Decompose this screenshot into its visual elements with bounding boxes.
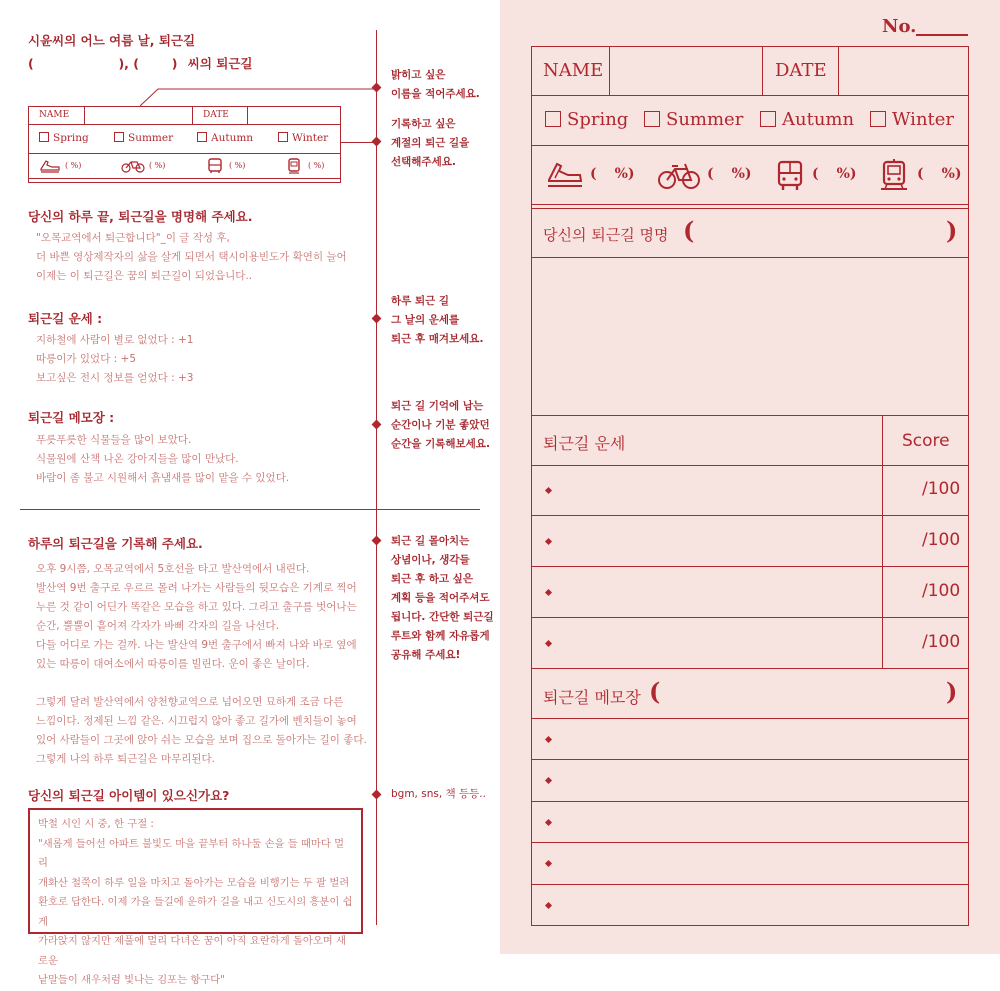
form-border-left bbox=[531, 46, 532, 926]
rule bbox=[531, 515, 969, 516]
walk-percent[interactable]: ( %) bbox=[590, 166, 635, 182]
score-value-4[interactable]: /100 bbox=[922, 632, 961, 652]
mini-bike-percent: ( %) bbox=[149, 161, 166, 170]
mini-name-label: NAME bbox=[29, 107, 85, 124]
bike-percent[interactable]: ( %) bbox=[707, 166, 752, 182]
fortune-entry-1[interactable] bbox=[560, 470, 878, 510]
season-winter-checkbox[interactable]: Winter bbox=[870, 109, 954, 130]
bus-icon bbox=[776, 160, 804, 192]
number-label: No. bbox=[882, 16, 917, 37]
header-subtitle bbox=[28, 54, 253, 72]
section-naming-body: "오목교역에서 퇴근합니다"_이 글 작성 후, 더 바쁜 영상제작자의 삶을 살게 되면서 택시이용빈도가 확연히 늘어 이제는 이 퇴근길은 꿈의 퇴근길이 되었읍니다.. bbox=[36, 232, 347, 282]
memo-label: 퇴근길 메모장 bbox=[543, 688, 641, 707]
bus-icon bbox=[207, 158, 223, 174]
walking-shoes-icon bbox=[39, 159, 61, 173]
note-season: 기록하고 싶은 계절의 퇴근 길을 선택해주세요. bbox=[391, 118, 470, 168]
name-label: NAME bbox=[543, 60, 604, 81]
note-marker bbox=[372, 536, 382, 546]
walking-shoes-icon bbox=[546, 160, 584, 190]
rule bbox=[531, 801, 969, 802]
bicycle-icon bbox=[121, 159, 145, 173]
bicycle-icon bbox=[658, 162, 700, 190]
memo-line-3[interactable] bbox=[560, 805, 964, 839]
bus-percent[interactable]: ( %) bbox=[812, 166, 857, 182]
mini-season-winter: Winter bbox=[278, 132, 328, 144]
mini-season-summer: Summer bbox=[114, 132, 173, 144]
score-column-divider bbox=[882, 415, 883, 668]
form-border-right bbox=[968, 46, 969, 926]
mini-name-field bbox=[85, 107, 193, 124]
mini-season-autumn: Autumn bbox=[197, 132, 253, 144]
paren-open: ( bbox=[28, 56, 34, 71]
rule bbox=[531, 95, 969, 96]
mini-train-percent: ( %) bbox=[308, 161, 325, 170]
mini-form-preview bbox=[28, 106, 341, 183]
note-marker bbox=[372, 137, 382, 147]
rule bbox=[531, 208, 969, 209]
fortune-entry-3[interactable] bbox=[560, 572, 878, 612]
fortune-entry-4[interactable] bbox=[560, 623, 878, 663]
date-label: DATE bbox=[775, 60, 827, 81]
memo-paren-open: ( bbox=[649, 677, 661, 706]
note-fortune: 하루 퇴근 길 그 날의 운세를 퇴근 후 매겨보세요. bbox=[391, 295, 484, 345]
paren-close: ) bbox=[171, 56, 178, 71]
mini-walk-percent: ( %) bbox=[65, 161, 82, 170]
score-value-3[interactable]: /100 bbox=[922, 581, 961, 601]
note-marker bbox=[372, 420, 382, 430]
note-marker bbox=[372, 790, 382, 800]
section-fortune-title: 퇴근길 운세 : bbox=[28, 311, 103, 326]
rule bbox=[531, 842, 969, 843]
number-field[interactable] bbox=[916, 34, 968, 36]
rule bbox=[531, 884, 969, 885]
section-memo-body: 푸릇푸릇한 식물들을 많이 보았다. 식물원에 산책 나온 강아지들을 많이 만났다. 바람이 좀 불고 시원해서 흙냄새를 많이 맡을 수 있었다. bbox=[36, 434, 290, 484]
memo-line-5[interactable] bbox=[560, 888, 964, 922]
score-value-1[interactable]: /100 bbox=[922, 479, 961, 499]
header-title: 시윤씨의 어느 여름 날, 퇴근길 bbox=[28, 33, 196, 48]
rule bbox=[531, 145, 969, 146]
fortune-label: 퇴근길 운세 bbox=[543, 434, 626, 453]
section-naming-title: 당신의 하루 끝, 퇴근길을 명명해 주세요. bbox=[28, 209, 253, 224]
quote-box: 박철 시인 시 중, 한 구절 : "새롭게 들어선 아파트 불빛도 마을 끝부터 하나둘 손을 들 때마다 멀리 개화산 철쭉이 하루 일을 마치고 돌아가는 모습을 비행기는 두 팔 벌려 환호로 답한다. 이제 가을 들길에 운하가 길을 내고 신도시의 흥분이 쉽게 가라앉지 않지만 제풀에 멀리 다녀온 꿈이 아직 요란하게 돌아오며 새로운 낱말들이 새우처럼 빛나는 김포는 항구다" bbox=[28, 808, 363, 934]
rule bbox=[531, 759, 969, 760]
header-suffix: 씨의 퇴근길 bbox=[187, 56, 253, 71]
rule bbox=[531, 415, 969, 416]
section-fortune-body: 지하철에 사람이 별로 없었다 : +1 따릉이가 있었다 : +5 보고싶은 전시 정보를 얻었다 : +3 bbox=[36, 334, 194, 384]
season-autumn-checkbox[interactable]: Autumn bbox=[760, 109, 854, 130]
rule bbox=[531, 617, 969, 618]
fortune-entry-2[interactable] bbox=[560, 521, 878, 561]
train-percent[interactable]: ( %) bbox=[917, 166, 962, 182]
score-value-2[interactable]: /100 bbox=[922, 530, 961, 550]
score-label: Score bbox=[902, 431, 950, 451]
record-writing-area[interactable] bbox=[532, 258, 968, 415]
cell-divider bbox=[762, 46, 763, 95]
mini-date-label: DATE bbox=[193, 107, 248, 124]
train-icon bbox=[286, 158, 302, 174]
naming-paren-open: ( bbox=[683, 216, 695, 245]
note-record: 퇴근 길 몰아치는 상념이나, 생각들 퇴근 후 하고 싶은 계획 등을 적어주셔도 됩니다. 간단한 퇴근길 루트와 함께 자유롭게 공유해 주세요! bbox=[391, 535, 494, 661]
rule bbox=[531, 925, 969, 926]
rule bbox=[531, 566, 969, 567]
rule bbox=[531, 668, 969, 669]
train-icon bbox=[880, 159, 908, 192]
name-field[interactable] bbox=[610, 47, 762, 94]
section-item-title: 당신의 퇴근길 아이템이 있으신가요? bbox=[28, 788, 230, 803]
rule bbox=[531, 718, 969, 719]
rule bbox=[531, 204, 969, 205]
section-divider bbox=[20, 509, 480, 510]
paren-mid: ), ( bbox=[118, 56, 139, 71]
naming-field[interactable] bbox=[705, 218, 941, 250]
naming-paren-close: ) bbox=[946, 216, 958, 245]
rule bbox=[531, 465, 969, 466]
memo-title-field[interactable] bbox=[672, 679, 942, 711]
connector-line-name bbox=[140, 86, 380, 108]
memo-paren-close: ) bbox=[946, 677, 958, 706]
season-summer-checkbox[interactable]: Summer bbox=[644, 109, 743, 130]
section-memo-title: 퇴근길 메모장 : bbox=[28, 410, 115, 425]
season-spring-checkbox[interactable]: Spring bbox=[545, 109, 628, 130]
date-field[interactable] bbox=[839, 47, 967, 94]
naming-label: 당신의 퇴근길 명명 bbox=[543, 226, 669, 244]
note-memo: 퇴근 길 기억에 남는 순간이나 기분 좋았던 순간을 기록해보세요. bbox=[391, 400, 490, 450]
note-marker bbox=[372, 314, 382, 324]
mini-bus-percent: ( %) bbox=[229, 161, 246, 170]
note-item: bgm, sns, 책 등등.. bbox=[391, 788, 486, 800]
memo-line-2[interactable] bbox=[560, 763, 964, 797]
memo-line-1[interactable] bbox=[560, 722, 964, 756]
section-record-body: 오후 9시쯤, 오목교역에서 5호선을 타고 발산역에서 내린다. 발산역 9번 출구로 우르르 몰려 나가는 사람들의 뒷모습은 기계로 찍어 누른 것 같이 어딘가 똑같은 모습을 하고 있다. 그리고 출구를 벗어나는 순간, 뿔뿔이 흩어져 각자가 바삐 각자의 길을 나선다. 다들 어디로 가는 걸까. 나는 발산역 9번 출구에서 빠져 나와 바로 옆에 있는 따릉이 대여소에서 따릉이를 빌린다. 운이 좋은 날이다. 그렇게 달려 발산역에서 양천향교역으로 넘어오면 묘하게 조금 다른 느낌이다. 정제된 느낌 같은. 시끄럽지 않아 좋고 길가에 벤치들이 놓여 있어 사람들이 그곳에 앉아 쉬는 모습을 보며 집으로 돌아가는 길이 좋다. 그렇게 나의 하루 퇴근길은 마무리된다. bbox=[36, 563, 367, 765]
section-record-title: 하루의 퇴근길을 기록해 주세요. bbox=[28, 536, 203, 551]
note-name: 밝히고 싶은 이름을 적어주세요. bbox=[391, 69, 480, 100]
mini-season-spring: Spring bbox=[39, 132, 89, 144]
memo-line-4[interactable] bbox=[560, 846, 964, 880]
